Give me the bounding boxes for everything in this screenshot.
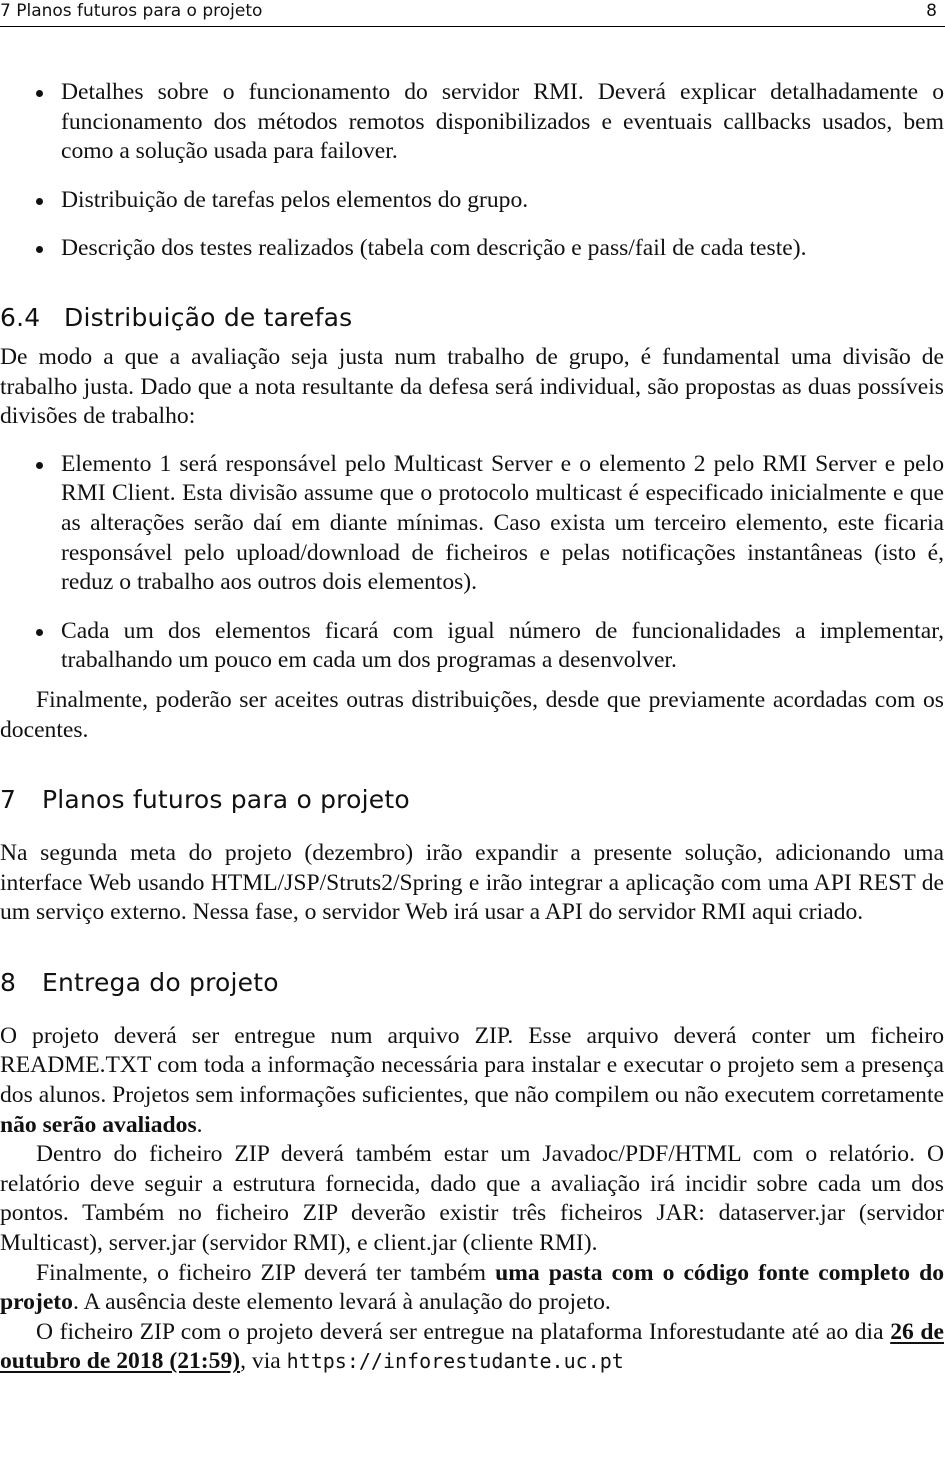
bullet-icon bbox=[36, 462, 43, 469]
page-number: 8 bbox=[926, 1, 937, 21]
list-item: Elemento 1 será responsável pelo Multicast Server e o elemento 2 pelo RMI Server e pelo RMI Client. Esta divisão assume que o protocolo multicast é especificado inicialmente e que as alterações serão daí em diante mínimas. Caso exista um terceiro elemento, este ficaria responsável pelo upload/download de ficheiros e pelas notificações instantâneas (isto é, reduz o trabalho aos outros dois elementos). bbox=[0, 450, 944, 598]
list-item: Cada um dos elementos ficará com igual número de funcionalidades a implementar, trabalhando um pouco em cada um dos programas a desenvolver. bbox=[0, 617, 944, 676]
section-number: 8 bbox=[0, 967, 17, 997]
page-content bbox=[0, 78, 944, 1377]
bullet-icon bbox=[36, 629, 43, 636]
emphasis: não serão avaliados bbox=[0, 1111, 197, 1138]
section-heading-6-4 bbox=[0, 303, 944, 333]
section-heading-8 bbox=[0, 968, 944, 998]
paragraph: Finalmente, poderão ser aceites outras distribuições, desde que previamente acordadas com os docentes. bbox=[0, 686, 944, 743]
list-item: Detalhes sobre o funcionamento do servidor RMI. Deverá explicar detalhadamente o funcionamento dos métodos remotos disponibilizados e eventuais callbacks usados, bem como a solução usada para failover. bbox=[0, 78, 944, 167]
list-item: Descrição dos testes realizados (tabela com descrição e pass/fail de cada teste). bbox=[0, 234, 944, 264]
paragraph: De modo a que a avaliação seja justa num trabalho de grupo, é fundamental uma divisão de trabalho justa. Dado que a nota resultante da defesa será individual, são propostas as duas possíveis divisões de trabalho: bbox=[0, 343, 944, 430]
intro-bullet-list bbox=[0, 78, 944, 264]
running-title: 7 Planos futuros para o projeto bbox=[0, 1, 263, 21]
division-bullet-list bbox=[0, 450, 944, 676]
paragraph: Finalmente, o ficheiro ZIP deverá ter também uma pasta com o código fonte completo do projeto. A ausência deste elemento levará à anulação do projeto. bbox=[0, 1259, 945, 1316]
section-number: 6.4 bbox=[0, 302, 41, 332]
list-item: Distribuição de tarefas pelos elementos do grupo. bbox=[0, 186, 944, 216]
bullet-icon bbox=[36, 90, 43, 97]
paragraph: O ficheiro ZIP com o projeto deverá ser entregue na plataforma Inforestudante até ao dia 26 de outubro de 2018 (21:59), via https://inforestudante.uc.pt bbox=[0, 1318, 944, 1375]
bullet-icon bbox=[36, 198, 43, 205]
emphasis: uma pasta com o código fonte completo do projeto bbox=[0, 1259, 945, 1316]
deadline-date: 26 de outubro de 2018 (21:59) bbox=[0, 1318, 944, 1375]
running-header bbox=[0, 0, 945, 27]
section-title: Entrega do projeto bbox=[42, 967, 279, 997]
section-title: Planos futuros para o projeto bbox=[42, 785, 410, 815]
paragraph: Na segunda meta do projeto (dezembro) irão expandir a presente solução, adicionando uma interface Web usando HTML/JSP/Struts2/Spring e irão integrar a aplicação com uma API REST de um serviço externo. Nessa fase, o servidor Web irá usar a API do servidor RMI aqui criado. bbox=[0, 840, 944, 926]
paragraph: Dentro do ficheiro ZIP deverá também estar um Javadoc/PDF/HTML com o relatório. O relatório deve seguir a estrutura fornecida, dado que a avaliação irá incidir sobre cada um dos pontos. Também no ficheiro ZIP deverão existir três ficheiros JAR: dataserver.jar (servidor Multicast), server.jar (servidor RMI), e client.jar (cliente RMI). bbox=[0, 1141, 944, 1257]
paragraph: O projeto deverá ser entregue num arquivo ZIP. Esse arquivo deverá conter um ficheiro README.TXT com toda a informação necessária para instalar e executar o projeto sem a presença dos alunos. Projetos sem informações suficientes, que não compilem ou não executem corretamente não serão avaliados. bbox=[0, 1022, 944, 1138]
section-number: 7 bbox=[0, 785, 17, 815]
submission-url[interactable]: https://inforestudante.uc.pt bbox=[286, 1349, 624, 1374]
bullet-icon bbox=[36, 246, 43, 253]
section-title: Distribuição de tarefas bbox=[64, 302, 353, 332]
section-heading-7 bbox=[0, 785, 944, 815]
